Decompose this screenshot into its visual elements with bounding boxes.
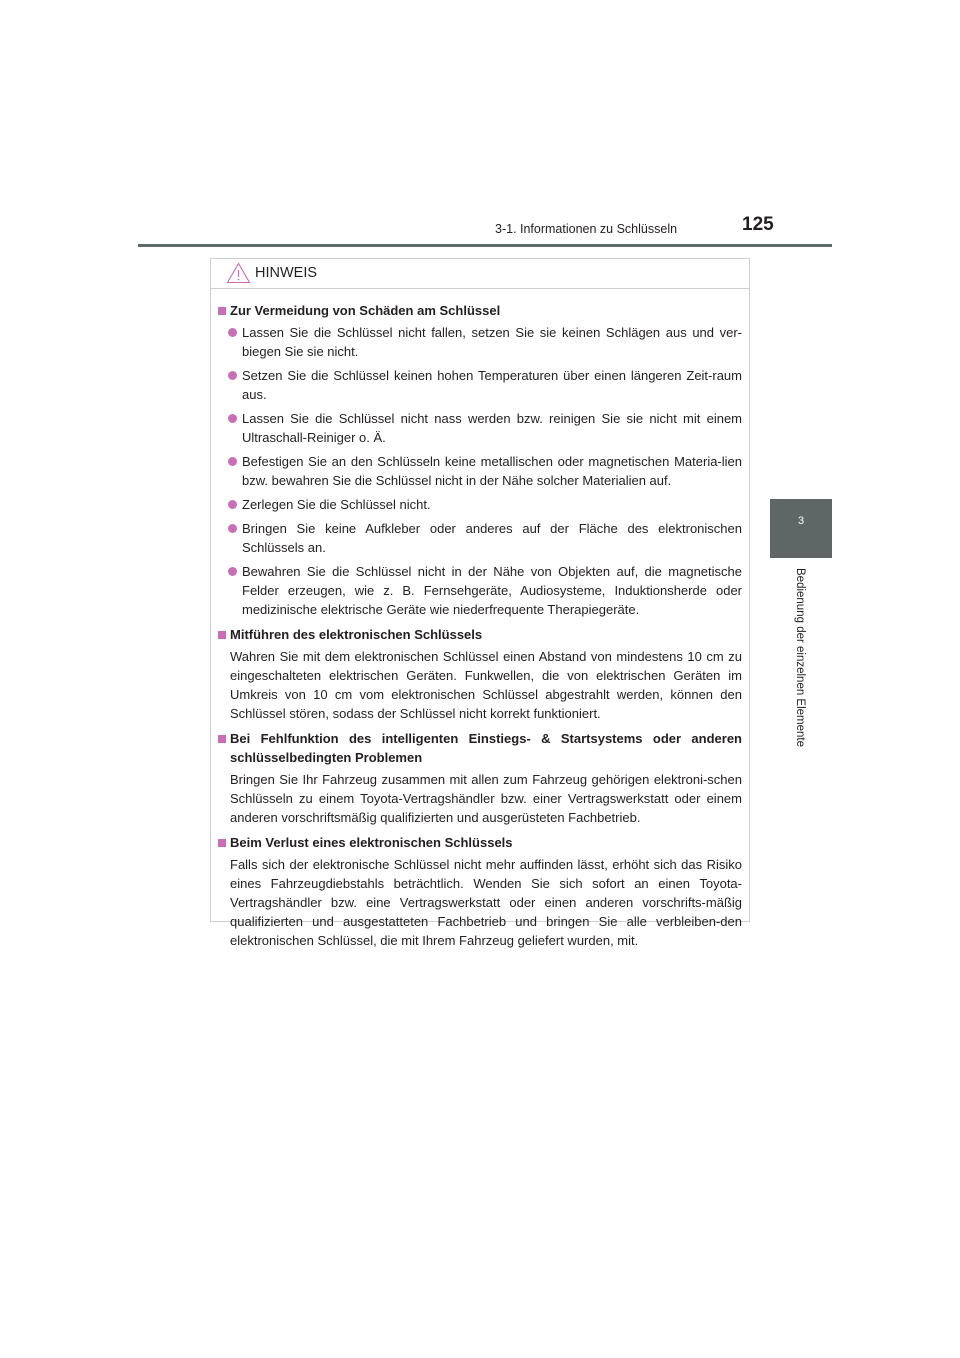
section-malfunction	[218, 729, 742, 827]
list-item: Lassen Sie die Schlüssel nicht nass werden bzw. reinigen Sie sie nicht mit einem Ultraschall-Reiniger o. Ä.	[228, 409, 742, 447]
chapter-label: Bedienung der einzelnen Elemente	[794, 568, 806, 748]
header-rule	[138, 244, 832, 247]
list-item: Lassen Sie die Schlüssel nicht fallen, setzen Sie sie keinen Schlägen aus und ver-biegen Sie sie nicht.	[228, 323, 742, 361]
list-item: Befestigen Sie an den Schlüsseln keine metallischen oder magnetischen Materia-lien bzw. bewahren Sie die Schlüssel nicht in der Nähe solcher Materialien auf.	[228, 452, 742, 490]
square-bullet-icon	[218, 839, 226, 847]
circle-bullet-icon	[228, 328, 237, 337]
list-item: Zerlegen Sie die Schlüssel nicht.	[228, 495, 742, 514]
chapter-tab	[770, 499, 832, 558]
notice-title: HINWEIS	[255, 265, 318, 281]
section-text: Falls sich der elektronische Schlüssel nicht mehr auffinden lässt, erhöht sich das Risiko eines Fahrzeugdiebstahls beträchtlich. Wenden Sie sich sofort an einen Toyota-Vertragshändler bzw. eine Vertragswerkstatt oder einen anderen vorschrifts-mäßig qualifizierten und ausgestatteten Fachbetrieb und bringen Sie alle verbleiben-den elektronischen Schlüssel, die mit Ihrem Fahrzeug geliefert wurden, mit.	[230, 857, 742, 948]
section-text: Bringen Sie Ihr Fahrzeug zusammen mit allen zum Fahrzeug gehörigen elektroni-schen Schlüsseln zu einem Toyota-Vertragshändler bzw. einer Vertragswerkstatt oder einem anderen vorschriftsmäßig qualifizierten und ausgerüsteten Fachbetrieb.	[230, 772, 742, 825]
circle-bullet-icon	[228, 457, 237, 466]
section-heading: Beim Verlust eines elektronischen Schlüssels	[218, 833, 742, 852]
notice-header	[211, 259, 749, 289]
list-item: Setzen Sie die Schlüssel keinen hohen Temperaturen über einen längeren Zeit-raum aus.	[228, 366, 742, 404]
section-heading: Zur Vermeidung von Schäden am Schlüssel	[218, 301, 742, 320]
square-bullet-icon	[218, 735, 226, 743]
warning-triangle-icon	[226, 262, 251, 284]
chapter-number: 3	[797, 515, 805, 527]
notice-body	[211, 289, 749, 950]
section-lost-key	[218, 833, 742, 950]
circle-bullet-icon	[228, 371, 237, 380]
header-section-title: 3-1. Informationen zu Schlüsseln	[495, 222, 678, 236]
square-bullet-icon	[218, 631, 226, 639]
list-item: Bringen Sie keine Aufkleber oder anderes auf der Fläche des elektronischen Schlüssels an.	[228, 519, 742, 557]
notice-box	[210, 258, 750, 948]
square-bullet-icon	[218, 307, 226, 315]
section-text: Wahren Sie mit dem elektronischen Schlüssel einen Abstand von mindestens 10 cm zu eingeschalteten elektrischen Geräten. Funkwellen, die von elektrischen Geräten im Umkreis von 10 cm vom elektronischen Schlüssel abgestrahlt werden, können den Schlüssel stören, sodass der Schlüssel nicht korrekt funktioniert.	[230, 649, 742, 721]
circle-bullet-icon	[228, 500, 237, 509]
page-number: 125	[742, 214, 774, 235]
list-item: Bewahren Sie die Schlüssel nicht in der Nähe von Objekten auf, die magnetische Felder erzeugen, wie z. B. Fernsehgeräte, Audiosysteme, Induktionsherde oder medizinische elektrische Geräte wie niederfrequente Therapiegeräte.	[228, 562, 742, 619]
circle-bullet-icon	[228, 414, 237, 423]
circle-bullet-icon	[228, 567, 237, 576]
section-carrying-key	[218, 625, 742, 723]
section-key-damage	[218, 301, 742, 619]
section-heading: Bei Fehlfunktion des intelligenten Einstiegs- & Startsystems oder anderen schlüsselbedingten Problemen	[218, 729, 742, 767]
section-heading: Mitführen des elektronischen Schlüssels	[218, 625, 742, 644]
circle-bullet-icon	[228, 524, 237, 533]
